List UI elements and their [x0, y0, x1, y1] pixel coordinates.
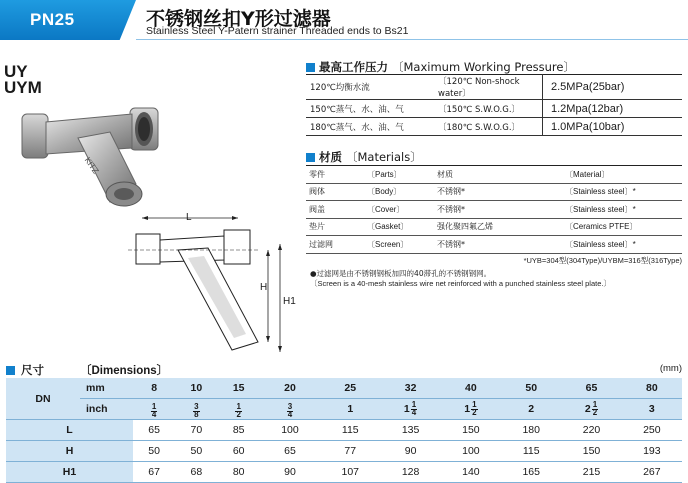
- bullet-square-icon: [306, 63, 315, 72]
- pressure-value: 2.5MPa(25bar): [543, 75, 683, 100]
- table-row: [6, 399, 682, 420]
- part-cn: 阀盖: [306, 201, 364, 219]
- material-cn: 不锈钢*: [434, 183, 562, 201]
- screen-note-en: 〔Screen is a 40-mesh stainless wire net reinforced with a punched stainless steel plate.〕: [310, 279, 611, 288]
- fraction-numerator: 1: [151, 402, 157, 412]
- bullet-square-icon: [306, 153, 315, 162]
- page-title: 不锈钢丝扣Y形过滤器: [146, 8, 331, 30]
- table-row: [306, 100, 682, 118]
- dn-mm-value: 20: [260, 378, 320, 399]
- part-cn: 垫片: [306, 218, 364, 236]
- table-row: [6, 462, 682, 483]
- inch-whole: 3: [648, 403, 655, 415]
- row-label: H: [6, 441, 133, 462]
- inch-fraction: [151, 404, 157, 418]
- material-cn: 不锈钢*: [434, 201, 562, 219]
- dimension-value: 77: [320, 441, 380, 462]
- material-cn: 不锈钢*: [434, 236, 562, 254]
- dn-inch-value: [622, 399, 682, 420]
- bullet-square-icon: [6, 366, 15, 375]
- dimension-value: 80: [218, 462, 260, 483]
- row-label: H1: [6, 462, 133, 483]
- table-row: [306, 118, 682, 136]
- pressure-heading-cn: 最高工作压力: [319, 60, 388, 74]
- part-cn: 阀体: [306, 183, 364, 201]
- dn-inch-value: [380, 399, 440, 420]
- material-en: 〔Stainless steel〕*: [562, 236, 682, 254]
- screen-note-cn: ●过滤网是由不锈钢钢板加四的40滞孔的不锈钢钢网。: [310, 269, 492, 278]
- inch-whole: 1: [464, 403, 471, 415]
- pressure-medium: 120℃均衡水流: [306, 75, 434, 100]
- material-en: 〔Stainless steel〕*: [562, 183, 682, 201]
- part-en: 〔Screen〕: [364, 236, 434, 254]
- pressure-spec: 〔120℃ Non-shock water〕: [434, 75, 543, 100]
- table-row: [306, 166, 682, 184]
- material-cn: 强化聚四氟乙烯: [434, 218, 562, 236]
- part-en: 〔Cover〕: [364, 201, 434, 219]
- fraction-numerator: 1: [236, 402, 241, 412]
- strainer-photo: [18, 98, 168, 216]
- dimension-value: 100: [441, 441, 501, 462]
- dimension-value: 150: [561, 441, 621, 462]
- dimension-value: 115: [501, 441, 561, 462]
- page-subtitle: Stainless Steel Y-Patern strainer Threaded ends to Bs21: [146, 25, 409, 37]
- dimension-value: 50: [133, 441, 175, 462]
- pressure-class: PN25: [30, 10, 75, 29]
- inch-whole: 1: [403, 403, 410, 415]
- dimension-value: 150: [441, 420, 501, 441]
- dn-inch-value: [175, 399, 217, 420]
- fraction-denominator: 4: [411, 407, 417, 417]
- table-row: [306, 201, 682, 219]
- pressure-table: [306, 74, 682, 136]
- dn-mm-value: 50: [501, 378, 561, 399]
- inch-fraction: [411, 402, 417, 416]
- materials-table: [306, 165, 682, 254]
- dimension-value: 65: [260, 441, 320, 462]
- dimensions-unit: (mm): [659, 363, 682, 374]
- dimension-value: 115: [320, 420, 380, 441]
- inch-fraction: [287, 404, 293, 418]
- table-row: [6, 420, 682, 441]
- dimension-value: 67: [133, 462, 175, 483]
- dn-mm-value: 65: [561, 378, 621, 399]
- inch-whole: 1: [347, 403, 354, 415]
- dimensions-heading-en: 〔Dimensions〕: [80, 365, 169, 377]
- materials-footnote: *UYB=304型(304Type)/UYBM=316型(316Type): [523, 256, 682, 265]
- dn-inch-value: [561, 399, 621, 420]
- dn-mm-value: 10: [175, 378, 217, 399]
- fraction-numerator: 1: [592, 400, 598, 410]
- height-label: H: [260, 282, 268, 293]
- dimensions-heading-cn: 尺寸: [21, 363, 44, 377]
- inch-fraction: [592, 402, 598, 416]
- pressure-value: 1.0MPa(10bar): [543, 118, 683, 136]
- header-divider: [136, 39, 688, 40]
- model-uy: UY: [4, 62, 28, 81]
- part-en: 〔Gasket〕: [364, 218, 434, 236]
- mm-label: mm: [80, 378, 133, 399]
- header-mat-cn: 材质: [434, 166, 562, 184]
- pressure-spec: 〔180℃ S.W.O.G.〕: [434, 118, 543, 136]
- length-label: L: [186, 212, 192, 223]
- dn-mm-value: 8: [133, 378, 175, 399]
- pressure-value: 1.2Mpa(12bar): [543, 100, 683, 118]
- dn-inch-value: [133, 399, 175, 420]
- dn-mm-value: 32: [380, 378, 440, 399]
- pressure-heading: [306, 59, 575, 75]
- dimension-value: 193: [622, 441, 682, 462]
- fraction-denominator: 2: [592, 407, 598, 417]
- dn-header: DN: [6, 378, 80, 420]
- svg-text:KITZ: KITZ: [82, 155, 101, 176]
- part-en: 〔Body〕: [364, 183, 434, 201]
- dimension-value: 165: [501, 462, 561, 483]
- inch-fraction: [471, 402, 477, 416]
- fraction-numerator: 3: [287, 402, 293, 412]
- dn-mm-value: 25: [320, 378, 380, 399]
- dimension-value: 85: [218, 420, 260, 441]
- fraction-denominator: 2: [472, 407, 477, 417]
- pressure-heading-en: 〔Maximum Working Pressure〕: [392, 60, 575, 74]
- dimension-value: 135: [380, 420, 440, 441]
- dimension-value: 68: [175, 462, 217, 483]
- pressure-medium: 150℃蒸气、水、油、气: [306, 100, 434, 118]
- table-row: [306, 75, 682, 100]
- header-part-en: 〔Parts〕: [364, 166, 434, 184]
- table-row: [6, 378, 682, 399]
- strainer-drawing: [128, 210, 298, 360]
- dimension-value: 215: [561, 462, 621, 483]
- pressure-medium: 180℃蒸气、水、油、气: [306, 118, 434, 136]
- fraction-numerator: 1: [411, 400, 417, 410]
- dimensions-table: [6, 378, 682, 483]
- inch-fraction: [235, 404, 241, 418]
- model-uym: UYM: [4, 78, 42, 97]
- table-row: [306, 183, 682, 201]
- dimensions-heading: [6, 362, 168, 378]
- dn-mm-value: 15: [218, 378, 260, 399]
- materials-heading: [306, 149, 422, 165]
- dn-mm-value: 80: [622, 378, 682, 399]
- fraction-numerator: 3: [194, 402, 199, 412]
- fraction-numerator: 1: [472, 400, 477, 410]
- dimension-value: 267: [622, 462, 682, 483]
- material-en: 〔Stainless steel〕*: [562, 201, 682, 219]
- fraction-denominator: 8: [194, 409, 199, 419]
- dimension-value: 90: [260, 462, 320, 483]
- dimension-value: 128: [380, 462, 440, 483]
- dimension-value: 50: [175, 441, 217, 462]
- table-row: [6, 441, 682, 462]
- dn-inch-value: [501, 399, 561, 420]
- dimension-value: 65: [133, 420, 175, 441]
- part-cn: 过滤网: [306, 236, 364, 254]
- dimension-value: 140: [441, 462, 501, 483]
- inch-whole: 2: [584, 403, 591, 415]
- table-row: [306, 218, 682, 236]
- dn-mm-value: 40: [441, 378, 501, 399]
- dimension-value: 107: [320, 462, 380, 483]
- fraction-denominator: 4: [151, 409, 157, 419]
- materials-heading-en: 〔Materials〕: [346, 150, 422, 164]
- header-mat-en: 〔Material〕: [562, 166, 682, 184]
- dimension-value: 250: [622, 420, 682, 441]
- inch-label: inch: [80, 399, 133, 420]
- material-en: 〔Ceramics PTFE〕: [562, 218, 682, 236]
- dimension-value: 220: [561, 420, 621, 441]
- dimension-value: 90: [380, 441, 440, 462]
- inch-fraction: [193, 404, 199, 418]
- materials-heading-cn: 材质: [319, 150, 342, 164]
- dn-inch-value: [441, 399, 501, 420]
- dn-inch-value: [320, 399, 380, 420]
- fraction-denominator: 2: [236, 409, 241, 419]
- row-label: L: [6, 420, 133, 441]
- dimension-value: 100: [260, 420, 320, 441]
- dimension-value: 70: [175, 420, 217, 441]
- dimension-value: 60: [218, 441, 260, 462]
- dn-inch-value: [260, 399, 320, 420]
- height1-label: H1: [283, 296, 296, 307]
- fraction-denominator: 4: [287, 409, 293, 419]
- table-row: [306, 236, 682, 254]
- pressure-spec: 〔150℃ S.W.O.G.〕: [434, 100, 543, 118]
- dimension-value: 180: [501, 420, 561, 441]
- dn-inch-value: [218, 399, 260, 420]
- inch-whole: 2: [528, 403, 535, 415]
- header-part-cn: 零件: [306, 166, 364, 184]
